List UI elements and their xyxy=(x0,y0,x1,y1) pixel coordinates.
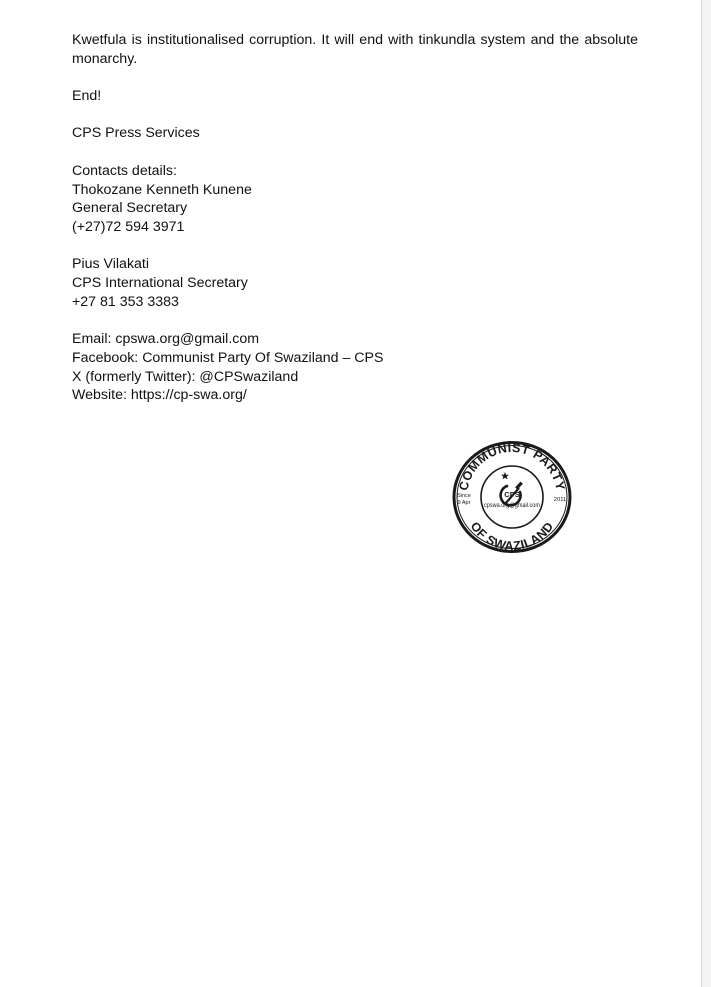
seal-top-text: COMMUNIST PARTY xyxy=(456,440,568,492)
seal-bottom-text: OF SWAZILAND xyxy=(467,519,557,554)
email-line: Email: cpswa.org@gmail.com xyxy=(72,331,260,348)
website-line: Website: https://cp-swa.org/ xyxy=(72,387,247,404)
star-icon xyxy=(501,472,509,479)
contact1-phone: (+27)72 594 3971 xyxy=(72,218,185,235)
seal-since-text: Since xyxy=(457,493,471,499)
seal-year: 2011 xyxy=(553,497,567,503)
contact2-name: Pius Vilakati xyxy=(72,256,150,273)
contact2-phone: +27 81 353 3383 xyxy=(72,293,179,310)
spacer xyxy=(72,311,638,330)
closing-paragraph: Kwetfula is institutionalised corruption. It will end with tinkundla system and the absolute monarchy. xyxy=(72,32,638,67)
seal-center-email: cpswa.org@gmail.com xyxy=(484,502,540,509)
contacts-heading: Contacts details: xyxy=(72,162,177,179)
party-seal-stamp xyxy=(451,440,573,555)
press-services-line: CPS Press Services xyxy=(72,125,200,142)
seal-since-date: 9 Apr xyxy=(457,500,471,506)
viewer-gutter xyxy=(702,0,711,987)
end-line: End! xyxy=(72,88,102,105)
spacer xyxy=(72,143,638,162)
contact1-title: General Secretary xyxy=(72,200,188,217)
seal-center-label: CPS xyxy=(504,490,520,499)
document-body xyxy=(72,31,638,405)
facebook-line: Facebook: Communist Party Of Swaziland – CPS xyxy=(72,349,384,366)
x-twitter-line: X (formerly Twitter): @CPSwaziland xyxy=(72,368,299,385)
spacer xyxy=(72,106,638,125)
contact2-title: CPS International Secretary xyxy=(72,275,248,292)
seal-graphic xyxy=(451,440,573,555)
spacer xyxy=(72,237,638,256)
contact1-name: Thokozane Kenneth Kunene xyxy=(72,181,252,198)
